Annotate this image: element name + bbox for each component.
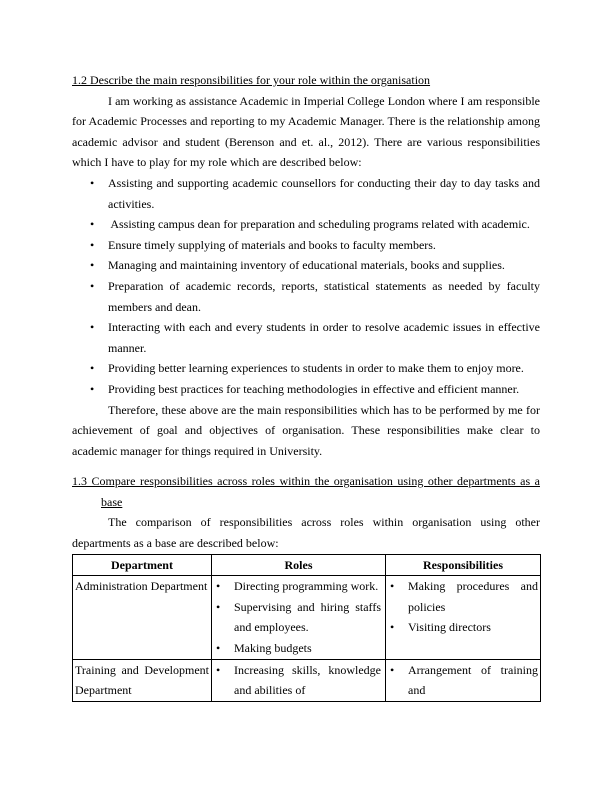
list-item: • Managing and maintaining inventory of educational materials, books and supplies. <box>72 255 540 276</box>
section-1-2-intro: I am working as assistance Academic in Imperial College London where I am responsible for Academic Processes and reporting to my Academic Manager. There is the relationship among academic advisor and student (Berenson and et. al., 2012). There are various responsibilities which I have to play for my role which are described below: <box>72 93 540 170</box>
bullet-icon: • <box>216 599 221 614</box>
roles-cell <box>212 576 386 659</box>
bullet-icon: • <box>90 381 95 396</box>
bullet-icon: • <box>90 278 95 293</box>
bullet-icon: • <box>216 579 221 594</box>
table-row <box>73 576 541 659</box>
document-page <box>72 70 540 702</box>
section-heading-1-3: 1.3 Compare responsibilities across roles within the organisation using other departments as a base <box>72 474 540 509</box>
list-item: • Ensure timely supplying of materials and books to faculty members. <box>72 235 540 256</box>
list-item: • Making budgets <box>214 638 381 659</box>
section-1-2-conclusion: Therefore, these above are the main responsibilities which has to be performed by me for achievement of goal and objectives of organisation. These responsibilities make clear to academic manager for things required in University. <box>72 402 540 458</box>
bullet-icon: • <box>90 320 95 335</box>
list-item: • Directing programming work. <box>214 576 381 597</box>
list-item: • Preparation of academic records, reports, statistical statements as needed by faculty members and dean. <box>72 276 540 317</box>
list-item: • Interacting with each and every students in order to resolve academic issues in effective manner. <box>72 317 540 358</box>
bullet-icon: • <box>90 237 95 252</box>
list-item: • Increasing skills, knowledge and abilities of <box>214 660 381 701</box>
roles-cell <box>212 659 386 701</box>
bullet-icon: • <box>90 175 95 190</box>
bullet-icon: • <box>390 579 395 594</box>
list-item: • Assisting and supporting academic counsellors for conducting their day to day tasks and activities. <box>72 173 540 214</box>
section-heading-1-2: 1.2 Describe the main responsibilities for your role within the organisation <box>72 73 431 87</box>
bullet-icon: • <box>216 662 221 677</box>
list-item: • Making procedures and policies <box>388 576 538 617</box>
responsibilities-cell <box>386 659 541 701</box>
header-department: Department <box>73 554 212 576</box>
bullet-icon: • <box>390 662 395 677</box>
header-responsibilities: Responsibilities <box>386 554 541 576</box>
section-1-3-intro: The comparison of responsibilities across roles within organisation using other departments as a base are described below: <box>72 515 540 551</box>
list-item: • Supervising and hiring staffs and employees. <box>214 597 381 638</box>
list-item: • Visiting directors <box>388 617 538 638</box>
table-row <box>73 659 541 701</box>
list-item: • Providing better learning experiences to students in order to make them to enjoy more. <box>72 358 540 379</box>
bullet-icon: • <box>216 641 221 656</box>
list-item: • Arrangement of training and <box>388 660 538 701</box>
responsibilities-list <box>72 173 540 400</box>
list-item: • Providing best practices for teaching methodologies in effective and efficient manner. <box>72 379 540 400</box>
department-cell: Training and Development Department <box>73 659 212 701</box>
bullet-icon: • <box>90 258 95 273</box>
comparison-table <box>72 554 541 702</box>
responsibilities-cell <box>386 576 541 659</box>
header-roles: Roles <box>212 554 386 576</box>
table-header-row <box>73 554 541 576</box>
list-item: • Assisting campus dean for preparation and scheduling programs related with academic. <box>72 214 540 235</box>
bullet-icon: • <box>390 620 395 635</box>
department-cell: Administration Department <box>73 576 212 659</box>
bullet-icon: • <box>90 217 95 232</box>
bullet-icon: • <box>90 361 95 376</box>
